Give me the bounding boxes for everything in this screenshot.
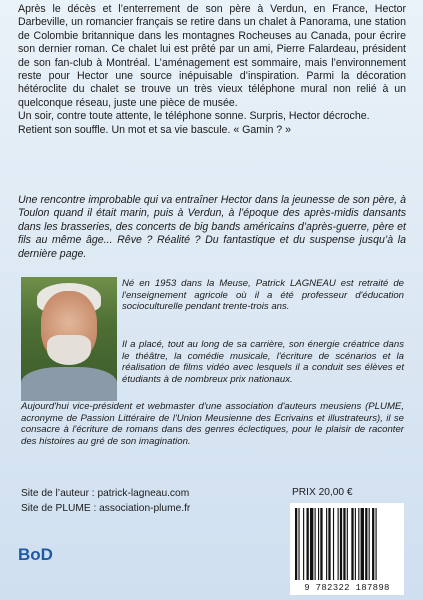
price-label: PRIX 20,00 € xyxy=(292,487,353,498)
summary-paragraph-3: Retient son souffle. Un mot et sa vie bascule. « Gamin ? » xyxy=(18,123,292,136)
barcode-bar xyxy=(315,508,316,580)
barcode-bar xyxy=(310,508,313,580)
barcode-bar xyxy=(338,508,339,580)
barcode-bar xyxy=(333,508,334,580)
barcode-bar xyxy=(298,508,299,580)
barcode-bar xyxy=(303,508,304,580)
barcode-bar xyxy=(347,508,348,580)
barcode-bar xyxy=(328,508,330,580)
barcode-bar xyxy=(372,508,374,580)
barcode-bar xyxy=(326,508,327,580)
summary-paragraph-2: Un soir, contre toute attente, le téléphone sonne. Surpris, Hector décroche. xyxy=(18,110,370,123)
barcode-bar xyxy=(307,508,309,580)
author-bio-3 xyxy=(21,401,404,448)
photo-shirt xyxy=(21,367,117,401)
author-photo xyxy=(21,277,117,401)
barcode-bar xyxy=(295,508,297,580)
barcode-bar xyxy=(361,508,364,580)
author-site-link[interactable]: Site de l’auteur : patrick-lagneau.com xyxy=(21,488,190,499)
summary-paragraph-1: Après le décès et l’enterrement de son père à Verdun, en France, Hector Darbeville, un romancier français se retire dans un chalet à Panorama, une station de Colombie britannique dans les montagnes Rocheuses au Canada, pour écrire son dernier roman. Ce chalet lui est prêté par un ami, Pierre Falardeau, président de son fan-club à Montréal. L’aménagement est sommaire, mais l’environnement reste pour Hector une source inépuisable d’inspiration. Parmi la décoration hétéroclite du chalet se trouve un très vieux téléphone mural non relié à un quelconque réseau, juste une pièce de musée. xyxy=(18,3,406,109)
barcode-bar xyxy=(365,508,367,580)
barcode-bar xyxy=(340,508,342,580)
back-cover-summary xyxy=(18,3,406,137)
barcode-bars xyxy=(295,508,399,582)
barcode-bar xyxy=(358,508,359,580)
barcode-bar xyxy=(351,508,353,580)
barcode-bar xyxy=(355,508,356,580)
barcode-bar xyxy=(369,508,370,580)
publisher-logo: BoD xyxy=(18,545,53,564)
isbn-digits: 9 782322 187898 xyxy=(304,583,390,593)
author-bio-text-3: Aujourd'hui vice-président et webmaster d'une association d'auteurs meusiens (PLUME, acronyme de Passion Littéraire de l'Union Meusienne des Ecrivains et illustrateurs), il se consacre à l'écriture de romans dans des genres éclectiques, pour le plaisir de raconter des histoires au gré de son imagination. xyxy=(21,401,404,448)
barcode-bar xyxy=(320,508,322,580)
plume-site-link[interactable]: Site de PLUME : association-plume.fr xyxy=(21,502,191,514)
tagline: Une rencontre improbable qui va entraîner Hector dans la jeunesse de son père, à Toulon quand il était marin, puis à Verdun, à l’époque des après-midis dansants dans les brasseries, des concerts de big bands américains d’après-guerre, père et fils au même âge... Rêve ? Réalité ? Du fantastique et du suspense jusqu’à la dernière page. xyxy=(18,194,406,260)
author-bio-2 xyxy=(122,339,404,386)
author-bio-1 xyxy=(122,278,404,313)
barcode-bar xyxy=(318,508,319,580)
author-bio-text-1: Né en 1953 dans la Meuse, Patrick LAGNEAU est retraité de l'enseignement agricole où il a été professeur d'éducation socioculturelle pendant trente-trois ans. xyxy=(122,278,404,313)
barcode-bar xyxy=(376,508,377,580)
website-list xyxy=(21,487,190,516)
isbn-barcode xyxy=(290,503,404,595)
photo-beard xyxy=(47,335,91,365)
author-bio-text-2: Il a placé, tout au long de sa carrière, son énergie créatrice dans le théâtre, la comédie musicale, l'écriture de scénarios et la réalisation de films vidéo avec lesquels il a conduit ses élèves et étudiants à de nombreux prix nationaux. xyxy=(122,339,404,386)
barcode-bar xyxy=(343,508,345,580)
